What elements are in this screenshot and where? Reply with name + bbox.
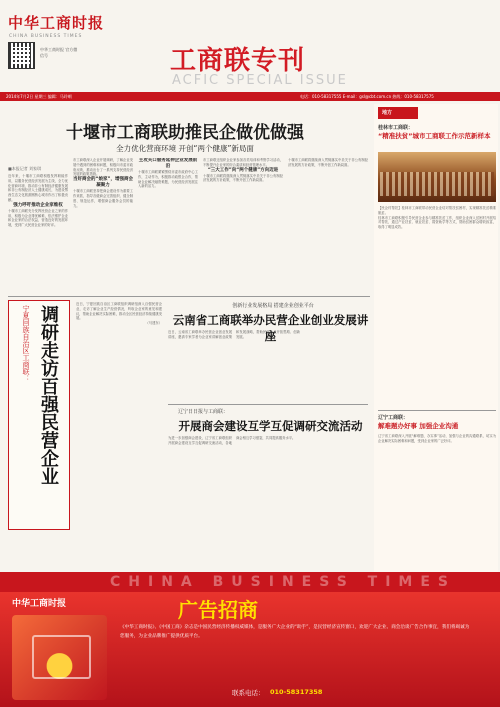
lead-col4-text: 市工商联还组织企业家参加各类培训和考察学习活动，不断提升企业家的综合素质和经营管理水平。 (203, 158, 283, 167)
qr-caption: 中华工商时报 官方微信号 (40, 47, 78, 58)
divider-2 (168, 404, 368, 405)
middle-kicker: 创新行业发展格局 搭建企业创业平台 (232, 303, 314, 309)
section-title-en: ACFIC SPECIAL ISSUE (172, 73, 348, 88)
qr-code-icon (8, 42, 35, 69)
lead-col3-subtitle: 主攻关口服务延伸企业发展前沿 (138, 158, 198, 169)
middle-body-2-text: 为进一步加强商会建设，辽宁省工商联组织开展商会建设互学互促调研交流活动，各地商会相互学习借鉴，共同提高服务水平。 (168, 436, 296, 445)
right-body-text: 桂林市工商联积极引导民营企业参与精准扶贫工作，组织企业深入贫困村开展结对帮扶，通过产业扶贫、就业扶贫、捐资助学等方式，帮助贫困群众增收致富，取得了明显成效。 (378, 215, 496, 230)
middle-headline-2: 开展商会建设互学互促调研交流活动 (178, 419, 363, 433)
lead-subhead: 全力优化营商环境 开创“两个健康”新局面 (116, 144, 254, 153)
ad-title: 广告招商 (178, 598, 258, 622)
right-body-2-text: 辽宁省工商联深入开展“解难题、办实事”活动，加强与企业的沟通联系，切实为企业解决实际困难和问题，受到企业家的广泛好评。 (378, 434, 496, 443)
right-body-2 (378, 434, 496, 569)
lead-col-3 (138, 158, 198, 288)
divider (8, 296, 370, 297)
lead-col1-subtitle: 强力呼吁推动企业家维权 (13, 202, 63, 208)
band-text: CHINA BUSINESS TIMES (110, 574, 456, 590)
side-feature-byline: （马建东） (145, 321, 162, 326)
lead-col2-text-b: 十堰市工商联坚持把商会建设作为重要工作来抓，指导各级商会完善组织、健全制度、规范运作，增强商会服务会员的能力。 (73, 189, 133, 208)
side-feature-body (76, 302, 162, 530)
side-feature-subtitle: 宁夏回族自治区工商联： (22, 305, 30, 382)
news-photo-detail (380, 172, 494, 196)
lead-col4-text-b: 十堰市工商联将继续深入贯彻落实中央关于非公有制经济发展的方针政策，不断开创工作新局面。 (203, 173, 283, 183)
right-headline: “精准扶贫”城市工商联工作示范新样本 (378, 132, 491, 140)
right-kicker: 桂林市工商联： (378, 125, 414, 131)
lead-col1-text: 近年来，十堰市工商联积极发挥职能作用，以服务民营经济发展为主线，全力优化营商环境，推动非公有制经济健康发展和非公有制经济人士健康成长，为建设鄂西生态文化旅游圈核心城市作出了积极贡献。 (8, 174, 68, 202)
lead-col-2 (73, 158, 133, 288)
newspaper-logo: 中华工商时报 (8, 14, 105, 32)
ad-phone-label: 联系电话： (232, 689, 265, 697)
issue-date: 2014年7月2日 星期三 编辑：马玲琍 (6, 93, 72, 99)
lead-col-4 (203, 158, 283, 288)
ad-phone[interactable]: 010-58317358 (270, 688, 323, 696)
right-photo-caption: 【民企村帮扶】桂林市工商联带动民营企业结对帮扶贫困村，实现精准扶贫精准脱贫。 (378, 206, 496, 215)
lead-col2-text: 市工商联深入企业开展调研，了解企业发展中遇到的困难和问题，积极向市委市政府反映，推动出台了一系列支持民营经济发展的政策措施。 (73, 158, 133, 177)
middle-body (168, 330, 368, 400)
right-panel-tag (378, 107, 418, 119)
ad-graphic (12, 615, 107, 700)
lead-col3-text: 十堰市工商联紧紧围绕市委市政府中心工作，主动作为，积极推动政银企合作，帮助企业解决融资难题，为民营经济发展注入新的活力。 (138, 170, 198, 189)
right-headline-2: 解难题办好事 加强企业沟通 (378, 422, 459, 430)
lead-col4-subtitle: “三大工作”向“两个健康”方向迈进 (207, 167, 279, 173)
lead-author: ■本报记者 刘家琪 (8, 166, 42, 171)
right-kicker-2: 辽宁工商联： (378, 415, 409, 421)
divider-3 (378, 410, 496, 411)
side-feature-title: 调研走访百强民营企业 (38, 305, 59, 485)
newspaper-logo-en: CHINA BUSINESS TIMES (9, 34, 83, 39)
middle-kicker-2: 辽宁日日报与工商联： (178, 409, 229, 415)
lead-headline: 十堰市工商联助推民企做优做强 (66, 123, 304, 143)
section-title: 工商联专刊 (170, 46, 306, 76)
middle-body-2 (168, 436, 368, 564)
right-panel-tag-label: 地方 (382, 110, 393, 116)
lead-col5-text: 十堰市工商联将继续深入贯彻落实中央关于非公有制经济发展的方针政策，不断开创工作新局面。 (288, 158, 368, 167)
lead-col-1 (8, 174, 68, 289)
info-strip (0, 92, 500, 101)
lead-col-5 (288, 158, 368, 288)
right-body (378, 206, 496, 406)
middle-headline: 云南省工商联举办民营企业创业发展讲座 (172, 313, 369, 343)
lead-col1-text-b: 十堰市工商联充分发挥民营企业之家的作用，积极为企业排忧解难，依法维护企业和企业家的合法权益，营造良好的发展环境，受到广大民营企业家的好评。 (8, 208, 68, 228)
ad-logo: 中华工商时报 (12, 599, 67, 609)
middle-body-text: 近日，云南省工商联举办民营企业创业发展讲座，邀请专家学者为企业家讲解创业政策和发展战略，帮助民营企业开拓思路、创新发展。 (168, 330, 300, 339)
lead-col2-subtitle: 当好商会的“娘家”，增强商会凝聚力 (73, 177, 133, 189)
contact-info: 电话：010-58317555 E-mail：gsl@cbt.com.cn 热线：010-58317575 (300, 93, 434, 99)
ad-body: 《中华工商时报》、《中国工商》杂志是中国民营经济传播权威媒体，是服务广大企业的“助手”，是民营经济宣传窗口，欢迎广大企业、商会洽谈广告合作事宜，我们将竭诚为您服务，为企业品牌推广提供优质平台。 (120, 625, 470, 639)
side-feature-text: 近日，宁夏回族自治区工商联组织调研组深入百强民营企业，走访了解企业生产经营情况，听取企业家的意见和建议，帮助企业解决实际困难，推动全区民营经济持续健康发展。 (76, 302, 162, 321)
